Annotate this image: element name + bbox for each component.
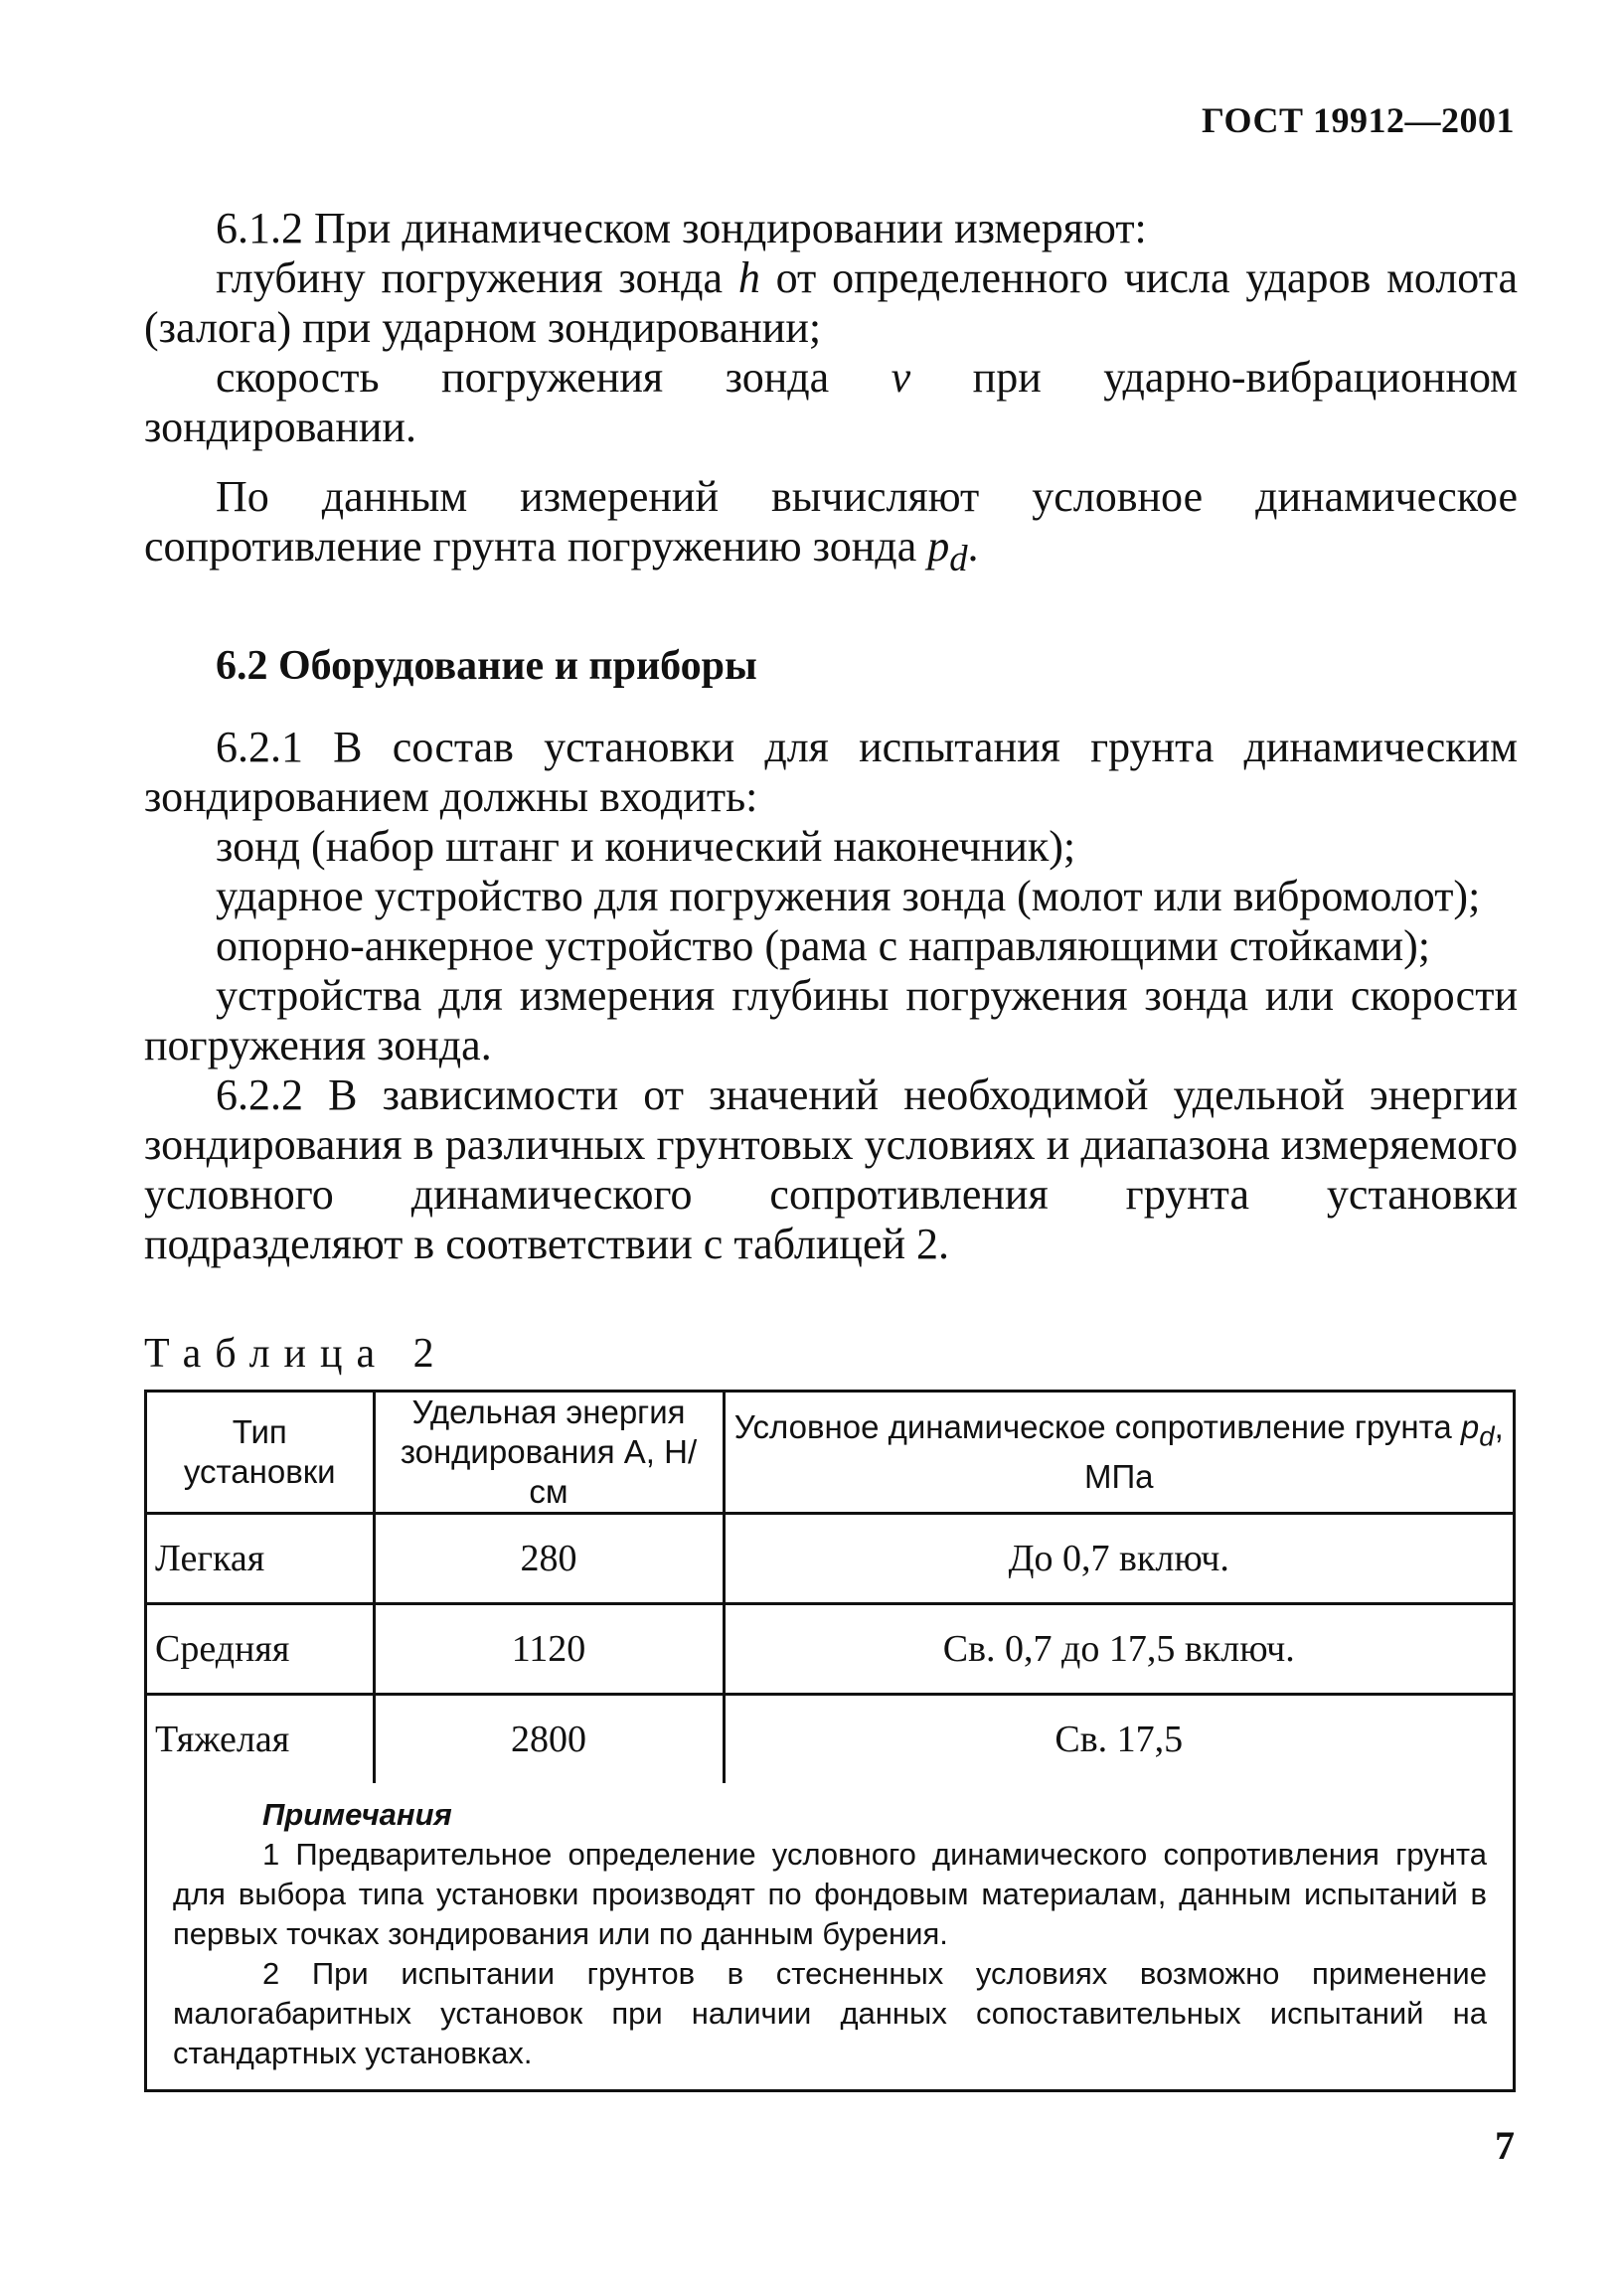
measure-item-speed: скорость погружения зонда v при ударно-вибрационном зондировании. (144, 353, 1518, 451)
table-header-row (147, 1393, 1513, 1514)
var-h: h (737, 253, 760, 302)
table-2 (144, 1390, 1516, 2092)
table-row (147, 1604, 1513, 1695)
table-row (147, 1514, 1513, 1604)
var-d-subscript: d (949, 537, 968, 578)
equipment-item: опорно-анкерное устройство (рама с направляющими стойками); (216, 920, 1430, 970)
section-title-6-2: 6.2 Оборудование и приборы (216, 642, 757, 689)
table-caption: Таблица 2 (144, 1331, 448, 1377)
note-item: 1 Предварительное определение условного динамического сопротивления грунта для выбора типа установки производят по фондовым материалам, данным испытаний в первых точках зондирования или по данным бурения. (173, 1837, 1487, 1951)
page-number: 7 (1495, 2123, 1515, 2168)
cell-energy: 1120 (374, 1604, 724, 1695)
equipment-item: устройства для измерения глубины погружения зонда или скорости погружения зонда. (144, 970, 1518, 1069)
cell-energy: 280 (374, 1514, 724, 1604)
cell-type: Тяжелая (147, 1695, 374, 1784)
cell-resistance: Св. 0,7 до 17,5 включ. (724, 1604, 1513, 1695)
table-notes (147, 1795, 1513, 2073)
paragraph-6-2-2: 6.2.2 В зависимости от значений необходимой удельной энергии зондирования в различных грунтовых условиях и диапазона измеряемого условного динамического сопротивления грунта установки подразделяют в соответствии с таблицей 2. (144, 1069, 1518, 1268)
column-header-energy: Удельная энергия зондирования А, Н/см (374, 1393, 724, 1514)
table-row (147, 1695, 1513, 1784)
cell-energy: 2800 (374, 1695, 724, 1784)
column-header-resistance: Условное динамическое сопротивление грунта $p_d$, МПа (724, 1393, 1513, 1514)
cell-resistance: Св. 17,5 (724, 1695, 1513, 1784)
paragraph-6-1-2: 6.1.2 При динамическом зондировании измеряют: (216, 204, 1147, 252)
document-header: ГОСТ 19912—2001 (1202, 100, 1515, 140)
var-v: v (891, 353, 911, 402)
note-item: 2 При испытании грунтов в стесненных условиях возможно применение малогабаритных установок при наличии данных сопоставительных испытаний на стандартных установках. (173, 1956, 1487, 2070)
cell-type: Средняя (147, 1604, 374, 1695)
paragraph-6-2-1: 6.2.1 В состав установки для испытания грунта динамическим зондированием должны входить: (144, 722, 1518, 821)
equipment-item: зонд (набор штанг и конический наконечник); (216, 821, 1076, 871)
cell-type: Легкая (147, 1514, 374, 1604)
notes-title: Примечания (262, 1797, 452, 1832)
measure-result: По данным измерений вычисляют условное динамическое сопротивление грунта погружению зонда $p_d$. (144, 472, 1518, 578)
cell-resistance: До 0,7 включ. (724, 1514, 1513, 1604)
var-p: p (927, 522, 950, 571)
equipment-item: ударное устройство для погружения зонда (молот или вибромолот); (216, 871, 1481, 920)
data-table (147, 1393, 1513, 1783)
measure-item-depth: глубину погружения зонда h от определенного числа ударов молота (залога) при ударном зондировании; (144, 253, 1519, 352)
column-header-type: Тип установки (147, 1393, 374, 1514)
body-text (144, 204, 1518, 1269)
